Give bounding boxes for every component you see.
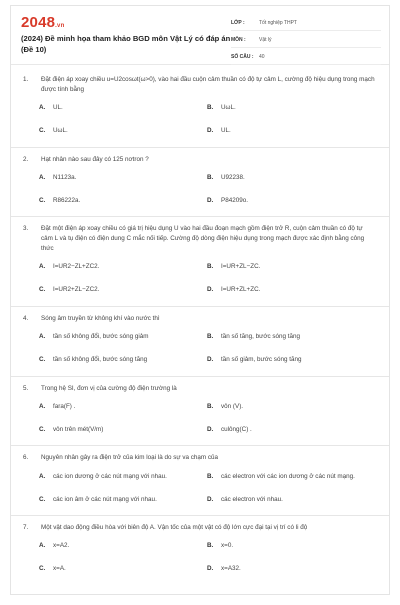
option-letter: C. xyxy=(39,356,46,364)
option-text: UL. xyxy=(221,127,231,135)
meta-label: MÔN : xyxy=(231,37,246,43)
option-letter: A. xyxy=(39,173,46,181)
answer-option[interactable] xyxy=(39,100,207,116)
question-text: Sóng âm truyền từ không khí vào nước thì xyxy=(41,314,160,322)
option-letter: C. xyxy=(39,196,46,204)
answer-option[interactable] xyxy=(207,352,375,368)
meta-value: Tốt nghiệp THPT xyxy=(259,20,297,26)
answer-option[interactable] xyxy=(207,100,375,116)
answer-option[interactable] xyxy=(39,538,207,554)
option-text: tần số không đổi, bước sóng tăng xyxy=(53,356,148,364)
option-text: R86222a. xyxy=(53,196,81,204)
question-number: 4. xyxy=(23,314,29,322)
option-text: các ion dương ở các nút mạng với nhau. xyxy=(53,472,167,480)
question-text: Đặt điện áp xoay chiều u=U2cosωt(ω>0), vào hai đầu cuộn cảm thuần có độ tự cảm L, cường độ hiệu dụng trong mạch được tính bằng xyxy=(41,76,375,93)
option-text: N1123a. xyxy=(53,173,77,181)
option-letter: A. xyxy=(39,104,46,112)
option-text: fara(F) . xyxy=(53,402,76,410)
option-letter: A. xyxy=(39,263,46,271)
answer-option[interactable] xyxy=(207,169,375,185)
question-number: 2. xyxy=(23,155,29,163)
option-text: x=0. xyxy=(221,542,234,550)
option-text: x=A. xyxy=(53,565,66,573)
question-number: 1. xyxy=(23,76,29,83)
option-text: tần số không đổi, bước sóng giảm xyxy=(53,333,149,341)
option-text: tần số giảm, bước sóng tăng xyxy=(221,356,302,364)
option-letter: C. xyxy=(39,286,46,294)
option-text: các ion âm ở các nút mạng với nhau. xyxy=(53,495,157,503)
option-letter: A. xyxy=(39,542,46,550)
answer-option[interactable] xyxy=(39,259,207,275)
question-item xyxy=(23,224,375,297)
option-text: I=UR2−ZL+ZC2. xyxy=(53,263,100,271)
answer-option[interactable] xyxy=(39,561,207,577)
question-divider xyxy=(11,306,390,307)
question-item xyxy=(23,155,375,209)
answer-option[interactable] xyxy=(207,123,375,139)
option-text: I=UR2+ZL−ZC2. xyxy=(53,286,100,294)
question-number: 6. xyxy=(23,454,29,462)
option-text: I=UR+ZL−ZC. xyxy=(221,263,261,271)
meta-row-count xyxy=(231,50,381,65)
question-text: Trong hệ SI, đơn vị của cường độ điện trường là xyxy=(41,384,177,392)
option-letter: B. xyxy=(207,104,214,112)
question-item xyxy=(23,523,375,577)
answer-option[interactable] xyxy=(39,123,207,139)
option-text: vôn (V). xyxy=(221,402,244,410)
question-item xyxy=(23,384,375,438)
answer-option[interactable] xyxy=(39,421,207,437)
site-logo[interactable] xyxy=(21,14,64,31)
option-text: UL. xyxy=(53,104,63,112)
option-text: tần số tăng, bước sóng tăng xyxy=(221,333,301,341)
document-header xyxy=(11,6,389,65)
option-letter: D. xyxy=(207,425,214,433)
document-title: (2024) Đề minh họa tham khảo BGD môn Vật Lý có đáp án (Đề 10) xyxy=(21,34,231,54)
question-text: Hạt nhân nào sau đây có 125 nơtron ? xyxy=(41,155,149,163)
option-letter: A. xyxy=(39,472,46,480)
exam-meta xyxy=(231,16,381,67)
logo-text: 2048 xyxy=(21,14,56,31)
option-letter: C. xyxy=(39,565,46,573)
option-text: x=A2. xyxy=(53,542,70,550)
question-divider xyxy=(11,376,390,377)
answer-option[interactable] xyxy=(207,192,375,208)
answer-option[interactable] xyxy=(207,538,375,554)
meta-label: SỐ CÂU : xyxy=(231,54,254,60)
meta-label: LỚP : xyxy=(231,20,245,26)
question-text: Nguyên nhân gây ra điện trở của kim loại là do sự va chạm của xyxy=(41,454,219,462)
document-page xyxy=(10,5,390,595)
option-text: U92238. xyxy=(221,173,245,181)
answer-option[interactable] xyxy=(39,491,207,507)
option-letter: B. xyxy=(207,472,214,480)
option-letter: D. xyxy=(207,565,214,573)
answer-option[interactable] xyxy=(207,491,375,507)
question-divider xyxy=(11,515,390,516)
meta-value: Vật lý xyxy=(259,37,272,43)
question-number: 7. xyxy=(23,524,29,532)
meta-value: 40 xyxy=(259,54,265,60)
option-letter: D. xyxy=(207,286,214,294)
option-letter: D. xyxy=(207,196,214,204)
answer-option[interactable] xyxy=(39,169,207,185)
option-text: x=A32. xyxy=(221,565,241,573)
answer-option[interactable] xyxy=(39,192,207,208)
option-letter: A. xyxy=(39,402,46,410)
answer-option[interactable] xyxy=(207,259,375,275)
answer-option[interactable] xyxy=(207,468,375,484)
question-text: Đặt một điện áp xoay chiều có giá trị hiệu dụng U vào hai đầu đoạn mạch gồm điện trở R, cuộn cảm thuần có độ tự cảm L và tụ điện có điện dung C mắc nối tiếp. Cường độ dòng điện hiệu dụng trong mạch được xác định bằng công thức xyxy=(41,225,365,252)
answer-option[interactable] xyxy=(207,421,375,437)
answer-option[interactable] xyxy=(39,398,207,414)
question-text: Một vật dao động điều hòa với biên độ A. Vận tốc của một vật có độ lớn cực đại tại vị trí có li độ xyxy=(41,524,308,532)
question-list xyxy=(11,65,389,577)
option-text: P84209o. xyxy=(221,196,248,204)
option-text: vôn trên mét(V/m) xyxy=(53,425,104,433)
option-letter: B. xyxy=(207,542,214,550)
answer-option[interactable] xyxy=(207,398,375,414)
question-number: 5. xyxy=(23,384,29,392)
option-text: I=UR+ZL+ZC. xyxy=(221,286,261,294)
option-text: UωL. xyxy=(221,104,236,112)
meta-row-class xyxy=(231,16,381,31)
meta-row-subject xyxy=(231,33,381,48)
answer-option[interactable] xyxy=(207,282,375,298)
question-item xyxy=(23,453,375,507)
option-letter: D. xyxy=(207,356,214,364)
question-divider xyxy=(11,216,390,217)
question-item xyxy=(23,75,375,139)
question-divider xyxy=(11,445,390,446)
option-letter: A. xyxy=(39,333,46,341)
answer-option[interactable] xyxy=(39,352,207,368)
answer-option[interactable] xyxy=(207,561,375,577)
question-item xyxy=(23,314,375,368)
option-letter: C. xyxy=(39,127,46,135)
option-text: culông(C) . xyxy=(221,425,252,433)
answer-option[interactable] xyxy=(39,282,207,298)
answer-option[interactable] xyxy=(39,329,207,345)
answer-option[interactable] xyxy=(207,329,375,345)
option-letter: D. xyxy=(207,495,214,503)
option-text: UωL. xyxy=(53,127,68,135)
option-letter: B. xyxy=(207,333,214,341)
logo-tld: .vn xyxy=(55,23,65,29)
option-letter: B. xyxy=(207,263,214,271)
option-letter: B. xyxy=(207,173,214,181)
option-letter: C. xyxy=(39,495,46,503)
option-text: các electron với nhau. xyxy=(221,495,283,503)
option-letter: B. xyxy=(207,402,214,410)
option-text: các electron với các ion dương ở các nút mạng. xyxy=(221,472,355,480)
question-divider xyxy=(11,147,390,148)
question-number: 3. xyxy=(23,225,29,233)
option-letter: C. xyxy=(39,425,46,433)
answer-option[interactable] xyxy=(39,468,207,484)
option-letter: D. xyxy=(207,127,214,135)
